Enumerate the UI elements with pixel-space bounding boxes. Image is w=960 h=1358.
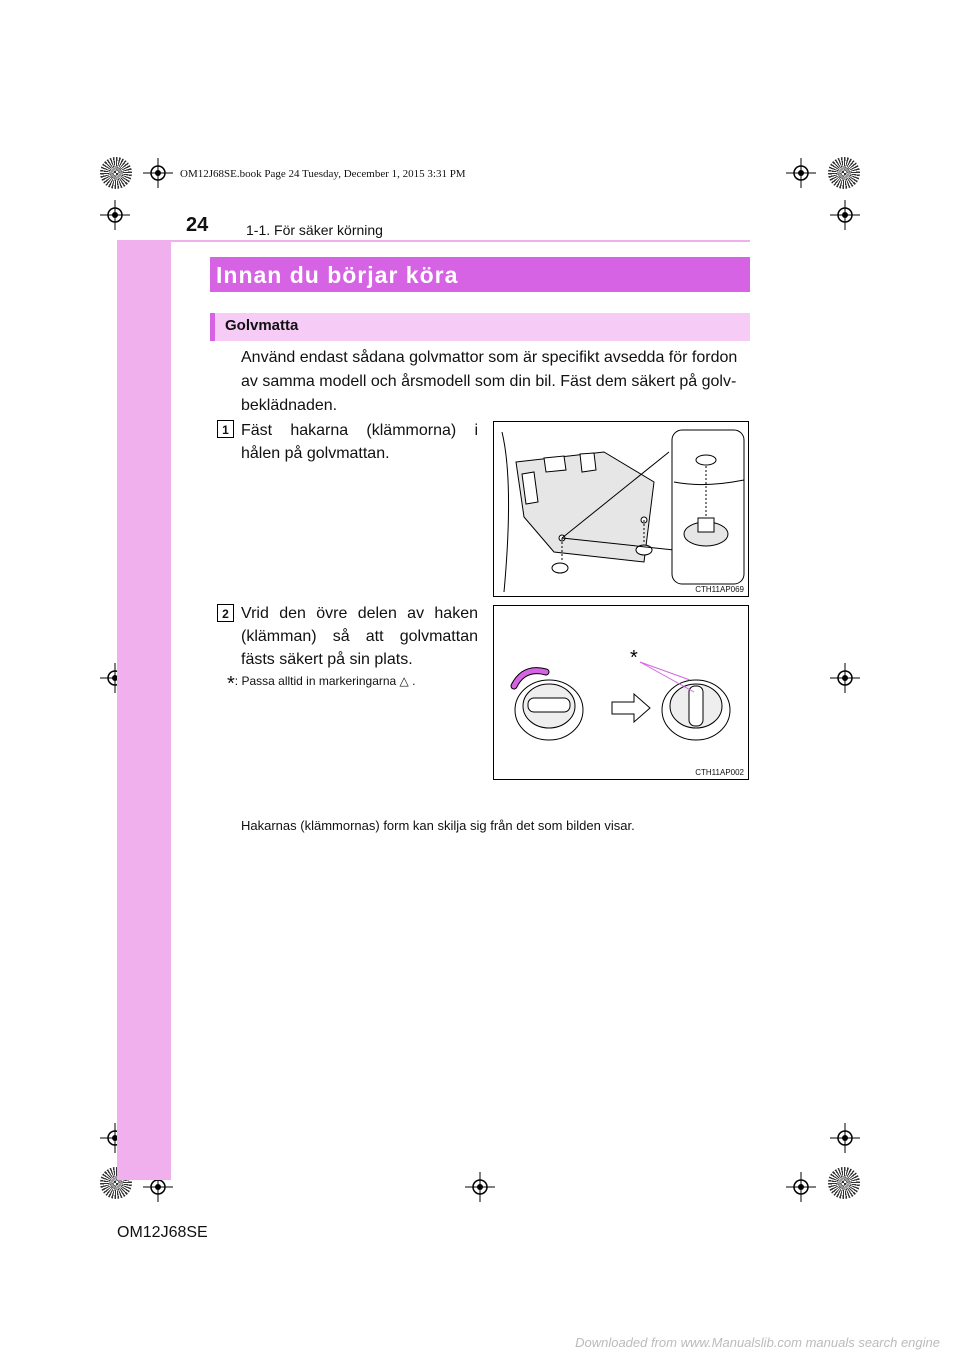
- hook-rotation-figure: [493, 605, 749, 780]
- crosshair-mark: [830, 1123, 860, 1153]
- header-rule: [117, 240, 750, 242]
- section-breadcrumb: 1-1. För säker körning: [246, 222, 383, 238]
- sidebar-tab: [117, 240, 171, 1180]
- note-text: : Passa alltid in markeringarna △ .: [234, 674, 416, 688]
- floor-mat-illustration: [494, 422, 748, 596]
- intro-paragraph: Använd endast sådana golvmattor som är specifikt avsedda för fordon av samma modell och årsmodell som din bil. Fäst dem säkert på golvbeklädnaden.: [241, 349, 738, 414]
- page-number: 24: [186, 214, 209, 236]
- note-asterisk: *: [227, 673, 235, 695]
- registration-fan-mark: [100, 157, 132, 189]
- crosshair-mark: [465, 1172, 495, 1202]
- subtitle-bar: [210, 313, 750, 341]
- figure-caption: Hakarnas (klämmornas) form kan skilja sig från det som bilden visar.: [241, 818, 635, 833]
- hook-rotation-illustration: [494, 606, 748, 779]
- step-text: Fäst hakarna (klämmorna) i hålen på golvmattan.: [241, 422, 478, 462]
- title-bar: [210, 257, 750, 292]
- page-title: Innan du börjar köra: [216, 262, 459, 288]
- model-code: OM12J68SE: [117, 1224, 208, 1241]
- crosshair-mark: [143, 158, 173, 188]
- step-number-badge: 2: [217, 604, 234, 622]
- note: [227, 673, 415, 696]
- section-subtitle: Golvmatta: [225, 317, 299, 334]
- crosshair-mark: [786, 1172, 816, 1202]
- watermark: Downloaded from www.Manualslib.com manuals search engine: [575, 1335, 940, 1350]
- registration-fan-mark: [828, 1167, 860, 1199]
- print-note: OM12J68SE.book Page 24 Tuesday, December 1, 2015 3:31 PM: [180, 168, 466, 180]
- crosshair-mark: [786, 158, 816, 188]
- registration-fan-mark: [828, 157, 860, 189]
- step-number-badge: 1: [217, 420, 234, 438]
- figure-code: CTH11AP002: [695, 768, 744, 777]
- crosshair-mark: [830, 663, 860, 693]
- crosshair-mark: [100, 200, 130, 230]
- floor-mat-hook-figure: [493, 421, 749, 597]
- crosshair-mark: [830, 200, 860, 230]
- step-text: Vrid den övre delen av haken (klämman) så att golvmattan fästs säkert på sin plats.: [241, 605, 478, 668]
- svg-text:*: *: [630, 647, 638, 669]
- figure-code: CTH11AP069: [695, 585, 744, 594]
